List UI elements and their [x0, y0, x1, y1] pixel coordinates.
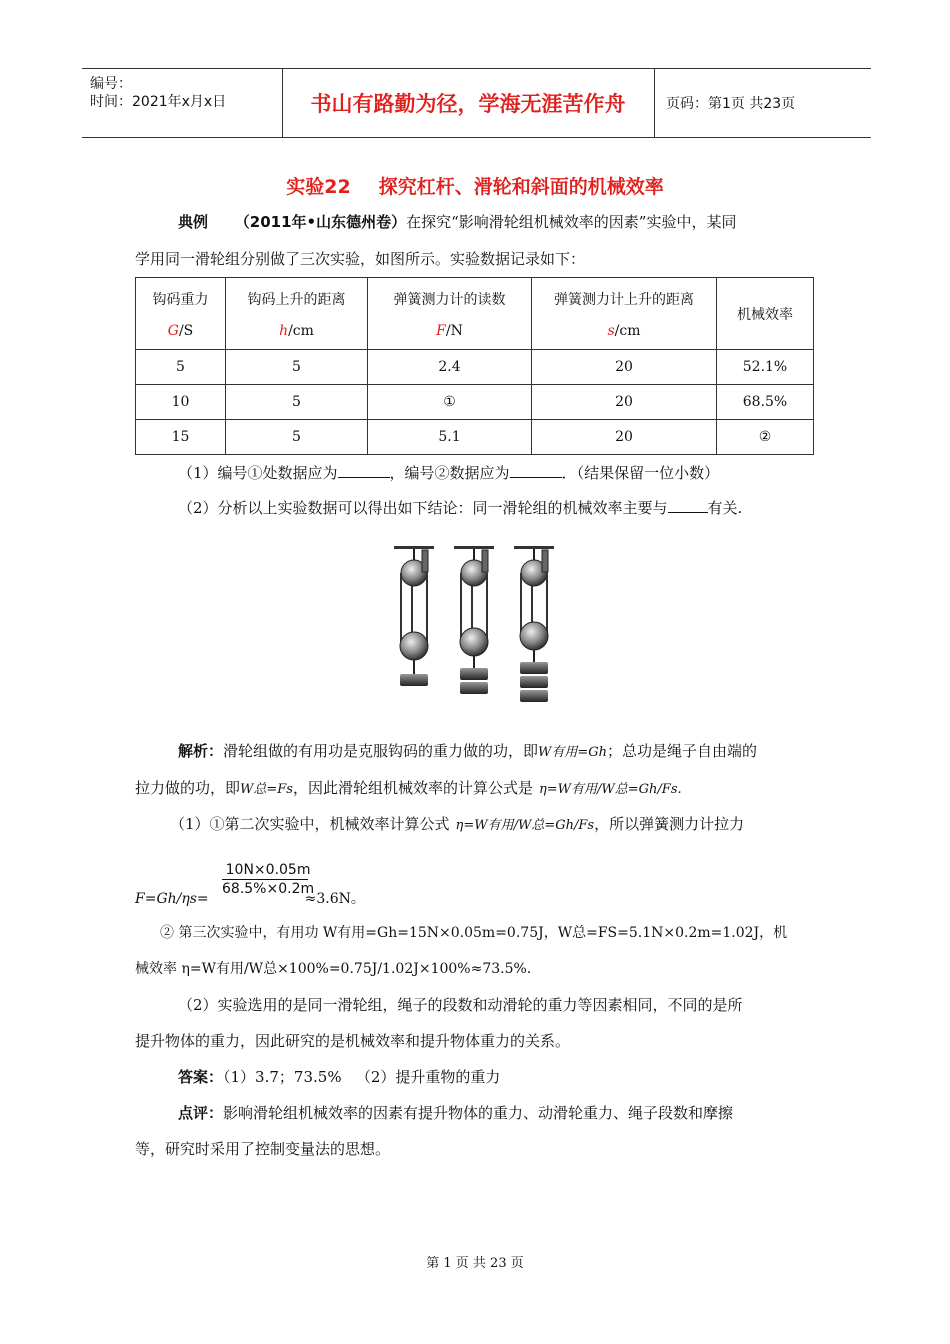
data-table: [135, 277, 814, 455]
q1-text-b: ，编号②数据应为: [389, 464, 510, 482]
analysis-text: ≈3.6N。: [304, 891, 365, 907]
answer-blank-1: [338, 463, 390, 478]
analysis-line-7: （2）实验选用的是同一滑轮组，绳子的段数和动滑轮的重力等因素相同，不同的是所: [178, 996, 743, 1014]
q1-text-a: （1）编号①处数据应为: [178, 464, 338, 482]
header-cell: [532, 278, 717, 350]
analysis-line-2: [135, 777, 682, 801]
analysis-line-4: [135, 888, 365, 910]
q2-text-a: （2）分析以上实验数据可以得出如下结论：同一滑轮组的机械效率主要与: [178, 499, 668, 517]
analysis-text: ，因此滑轮组机械效率的计算公式是: [292, 779, 533, 797]
header-symbol: h: [279, 322, 289, 339]
table-cell: 5: [226, 385, 368, 420]
header-text: 钩码重力: [152, 291, 209, 308]
document-header: [82, 68, 871, 138]
analysis-line-3: [170, 813, 744, 837]
table-row: [136, 350, 814, 385]
table-row: [136, 385, 814, 420]
fraction-denominator: 68.5%×0.2m: [222, 881, 315, 897]
experiment-number: 实验22: [286, 176, 351, 198]
time-label: 时间：2021年x月x日: [90, 94, 227, 110]
page-footer: 第 1 页 共 23 页: [426, 1256, 524, 1271]
header-cell: [368, 278, 532, 350]
example-source: （2011年•山东德州卷）: [234, 213, 407, 231]
table-cell: 15: [136, 420, 226, 455]
analysis-text: ，所以弹簧测力计拉力: [594, 815, 745, 833]
comment-line-2: 等，研究时采用了控制变量法的思想。: [135, 1140, 391, 1158]
page-title: [0, 172, 950, 199]
header-text: 弹簧测力计的读数: [393, 291, 506, 308]
answer-blank-3: [668, 498, 708, 513]
header-meta: [82, 69, 283, 137]
formula: W总=Fs: [240, 782, 293, 797]
example-label: 典例: [178, 213, 209, 231]
table-cell: 5: [136, 350, 226, 385]
analysis-text: ；总功是绳子自由端的: [607, 742, 758, 760]
comment-line-1: [178, 1102, 733, 1124]
intro-line-1: [178, 211, 736, 233]
analysis-line-1: [178, 740, 757, 764]
answer-blank-2: [510, 463, 562, 478]
table-cell: 5: [226, 420, 368, 455]
intro-text-1: 在探究“影响滑轮组机械效率的因素”实验中，某同: [406, 213, 737, 231]
analysis-line-6: 械效率 η=W有用/W总×100%=0.75J/1.02J×100%≈73.5%.: [135, 961, 532, 977]
analysis-text: 滑轮组做的有用功是克服钩码的重力做的功，即: [223, 742, 539, 760]
q1-text-c: ．（结果保留一位小数）: [561, 464, 720, 482]
header-cell: [136, 278, 226, 350]
answer-line: [178, 1066, 500, 1088]
table-cell: 5: [226, 350, 368, 385]
analysis-text: 拉力做的功，即: [135, 779, 241, 797]
answer-label: 答案：: [178, 1068, 224, 1086]
q2-text-b: 有关.: [707, 499, 743, 517]
answer-text: （1）3.7；73.5% （2）提升重物的重力: [223, 1068, 501, 1086]
table-cell: ①: [368, 385, 532, 420]
table-cell: 52.1%: [717, 350, 814, 385]
header-symbol: G: [167, 322, 179, 339]
formula: η=W有用/W总=Gh/Fs.: [538, 782, 682, 797]
comment-label: 点评：: [178, 1104, 224, 1122]
header-unit: /S: [178, 322, 194, 339]
motto: 书山有路勤为径，学海无涯苦作舟: [282, 69, 655, 137]
formula: W有用=Gh: [538, 745, 608, 760]
table-row: [136, 420, 814, 455]
table-cell: ②: [717, 420, 814, 455]
pulley-setup-1: [394, 546, 434, 686]
analysis-line-8: 提升物体的重力，因此研究的是机械效率和提升物体重力的关系。: [135, 1032, 571, 1050]
fraction-bar: [222, 879, 308, 880]
intro-line-2: 学用同一滑轮组分别做了三次实验，如图所示。实验数据记录如下：: [135, 250, 586, 268]
header-unit: /cm: [288, 322, 314, 339]
header-text: 弹簧测力计上升的距离: [554, 291, 694, 308]
page-info: 页码：第1页 共23页: [666, 96, 796, 112]
pulley-figure: [380, 528, 572, 718]
analysis-text: （1）①第二次实验中，机械效率计算公式: [170, 815, 450, 833]
formula: η=W有用/W总=Gh/Fs: [455, 818, 595, 833]
comment-text: 影响滑轮组机械效率的因素有提升物体的重力、动滑轮重力、绳子段数和摩擦: [223, 1104, 734, 1122]
table-header-row: [136, 278, 814, 350]
header-cell: 机械效率: [717, 278, 814, 350]
question-1: [178, 462, 719, 484]
table-cell: 20: [532, 350, 717, 385]
pulley-setup-2: [454, 546, 494, 694]
pulley-setup-3: [514, 546, 554, 702]
header-unit: /N: [445, 322, 463, 339]
formula: F=Gh/ηs=: [135, 891, 209, 907]
header-cell: [226, 278, 368, 350]
fraction-numerator: 10N×0.05m: [225, 862, 311, 878]
table-cell: 2.4: [368, 350, 532, 385]
analysis-label: 解析：: [178, 742, 224, 760]
header-symbol: F: [436, 322, 446, 339]
table-cell: 10: [136, 385, 226, 420]
experiment-title: 探究杠杆、滑轮和斜面的机械效率: [378, 176, 664, 198]
header-symbol: s: [607, 322, 615, 339]
table-cell: 5.1: [368, 420, 532, 455]
header-text: 钩码上升的距离: [247, 291, 346, 308]
table-cell: 20: [532, 420, 717, 455]
code-label: 编号：: [90, 76, 132, 92]
analysis-line-5: ② 第三次实验中，有用功 W有用=Gh=15N×0.05m=0.75J，W总=FS=5.1N×0.2m=1.02J，机: [160, 925, 788, 941]
question-2: [178, 497, 742, 519]
table-cell: 20: [532, 385, 717, 420]
header-unit: /cm: [614, 322, 641, 339]
table-cell: 68.5%: [717, 385, 814, 420]
